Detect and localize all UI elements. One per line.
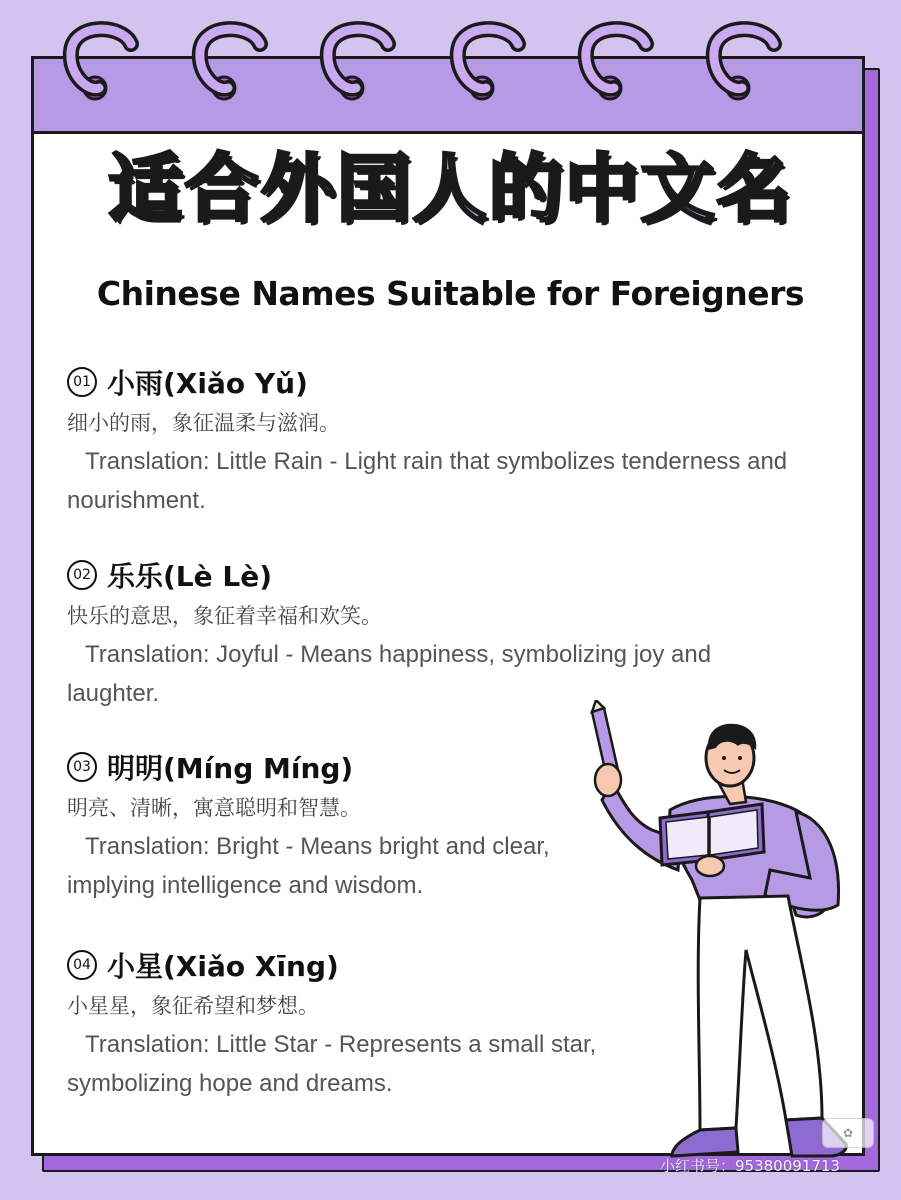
entry-description-english: Translation: Bright - Means bright and clear, implying intelligence and wisdom.: [67, 833, 550, 899]
entry-description-chinese: 细小的雨，象征温柔与滋润。: [67, 411, 340, 435]
name-entry-2: [67, 555, 807, 713]
entry-name: 乐乐(Lè Lè): [107, 560, 273, 593]
name-entry-1: [67, 362, 847, 520]
notepad-header: [34, 59, 862, 134]
entry-number-badge: 04: [67, 950, 97, 980]
page-title-english: Chinese Names Suitable for Foreigners: [96, 274, 805, 313]
name-entry-3: [67, 747, 622, 905]
entry-description-chinese: 小星星，象征希望和梦想。: [67, 994, 319, 1018]
page-title-chinese: 适合外国人的中文名: [108, 146, 793, 232]
entry-description-english: Translation: Little Rain - Light rain that symbolizes tenderness and nourishment.: [67, 448, 788, 514]
entry-description-english: Translation: Little Star - Represents a small star, symbolizing hope and dreams.: [67, 1031, 597, 1097]
entry-description-english: Translation: Joyful - Means happiness, symbolizing joy and laughter.: [67, 641, 712, 707]
xiaohongshu-logo-icon: ✿: [822, 1118, 874, 1148]
entry-number-badge: 01: [67, 367, 97, 397]
entry-number-badge: 03: [67, 752, 97, 782]
entry-number-badge: 02: [67, 560, 97, 590]
entry-description-chinese: 快乐的意思，象征着幸福和欢笑。: [67, 604, 382, 628]
entry-name: 小雨(Xiǎo Yǔ): [107, 367, 308, 400]
entry-name: 明明(Míng Míng): [107, 752, 354, 785]
entry-description-chinese: 明亮、清晰，寓意聪明和智慧。: [67, 796, 361, 820]
watermark: 小红书号：95380091713: [660, 1157, 840, 1175]
entry-name: 小星(Xiǎo Xīng): [107, 950, 339, 983]
name-entry-4: [67, 945, 612, 1103]
